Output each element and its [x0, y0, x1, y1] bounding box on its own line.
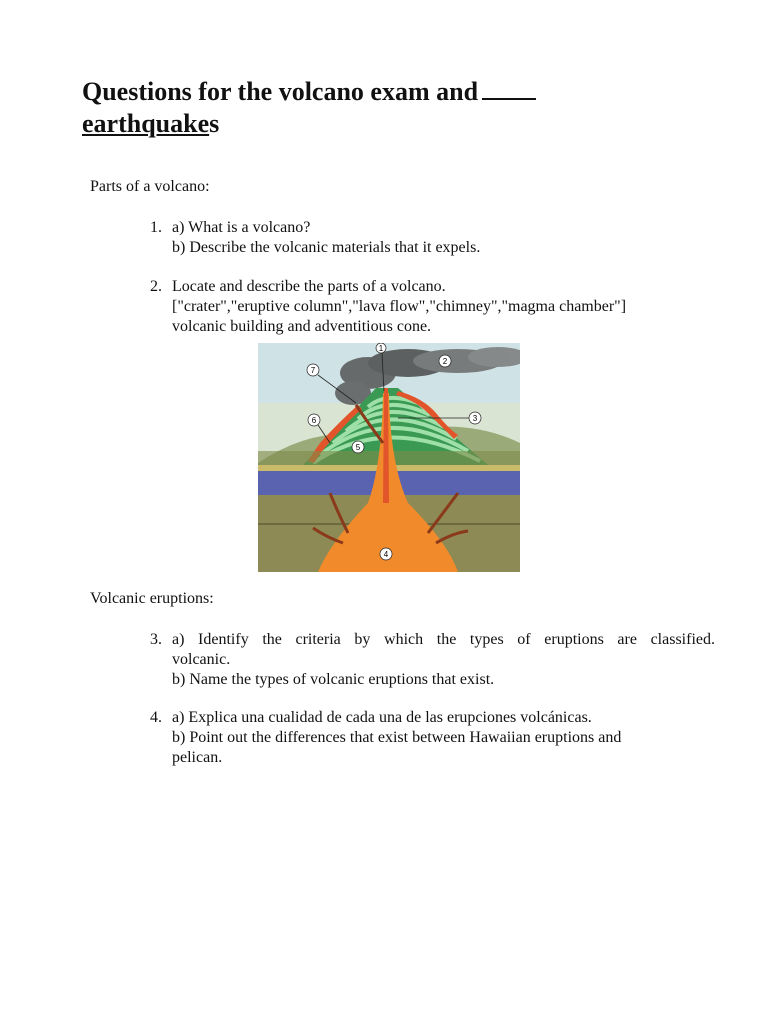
question-number: 2. — [150, 278, 162, 295]
label-5 — [352, 441, 364, 453]
title-line-1: Questions for the volcano exam and — [82, 77, 479, 106]
svg-text:3: 3 — [472, 414, 478, 423]
svg-text:1: 1 — [378, 344, 384, 353]
label-7 — [307, 364, 319, 376]
label-3 — [469, 412, 481, 424]
chimney — [383, 388, 389, 503]
svg-text:2: 2 — [442, 357, 448, 366]
question-1 — [150, 218, 715, 258]
question-line: a) Identify the criteria by which the types of eruptions are classified. — [172, 631, 715, 648]
question-line: volcanic. — [172, 651, 231, 668]
page-title — [82, 76, 602, 140]
label-6 — [308, 414, 320, 426]
section-heading-parts: Parts of a volcano: — [90, 178, 210, 195]
title-line-2-underlined: earthquake — [82, 109, 210, 138]
svg-text:4: 4 — [383, 550, 389, 559]
question-line: a) Explica una cualidad de cada una de las erupciones volcánicas. — [172, 709, 592, 726]
question-line: b) Describe the volcanic materials that it expels. — [172, 239, 481, 256]
question-3 — [150, 630, 715, 690]
question-number: 3. — [150, 631, 162, 648]
question-4 — [150, 708, 715, 768]
question-number: 1. — [150, 219, 162, 236]
question-number: 4. — [150, 709, 162, 726]
question-line: pelican. — [172, 749, 223, 766]
svg-text:5: 5 — [355, 443, 361, 452]
title-line-2-tail: s — [209, 109, 220, 138]
title-blank-line — [482, 78, 536, 100]
question-line: a) What is a volcano? — [172, 219, 311, 236]
label-2 — [439, 355, 451, 367]
volcano-diagram — [258, 343, 520, 572]
question-line: volcanic building and adventitious cone. — [172, 318, 432, 335]
label-1 — [376, 343, 386, 353]
question-line: ["crater","eruptive column","lava flow","chimney","magma chamber"] — [172, 298, 627, 315]
label-4 — [380, 548, 392, 560]
svg-text:6: 6 — [311, 416, 317, 425]
section-heading-eruptions: Volcanic eruptions: — [90, 590, 214, 607]
question-line: Locate and describe the parts of a volcano. — [172, 278, 446, 295]
question-line: b) Point out the differences that exist between Hawaiian eruptions and — [172, 729, 622, 746]
svg-text:7: 7 — [310, 366, 316, 375]
question-2 — [150, 277, 715, 337]
question-line: b) Name the types of volcanic eruptions that exist. — [172, 671, 495, 688]
